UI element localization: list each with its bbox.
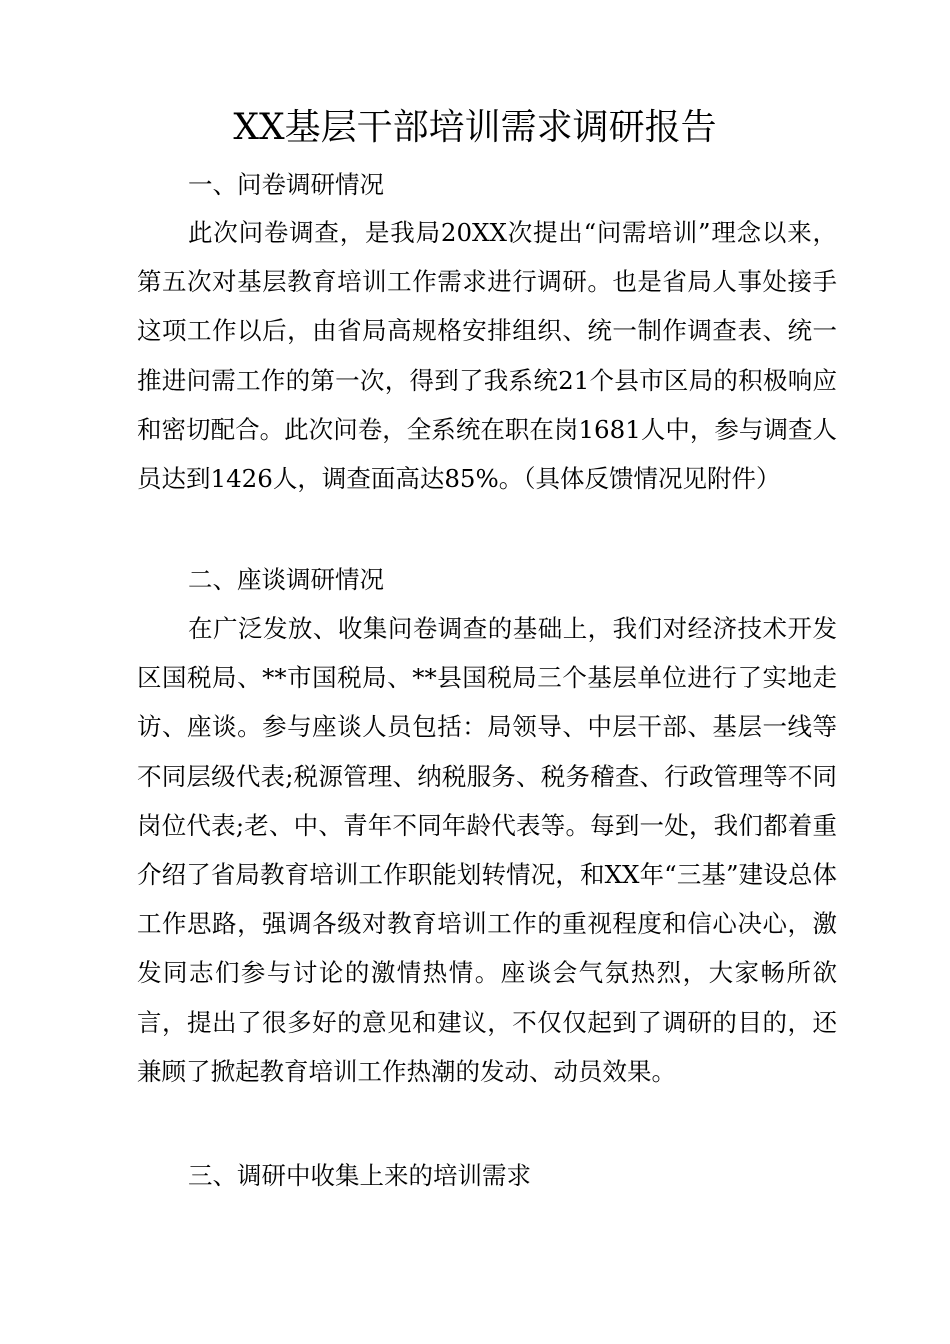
section-paragraph-2: 在广泛发放、收集问卷调查的基础上，我们对经济技术开发区国税局、**市国税局、**县国税局三个基层单位进行了实地走访、座谈。参与座谈人员包括：局领导、中层干部、基层一线等不同层级代表;税源管理、纳税服务、税务稽查、行政管理等不同岗位代表;老、中、青年不同年龄代表等。每到一处，我们都着重介绍了省局教育培训工作职能划转情况，和XX年“三基”建设总体工作思路，强调各级对教育培训工作的重视程度和信心决心，激发同志们参与讨论的激情热情。座谈会气氛热烈，大家畅所欲言，提出了很多好的意见和建议，不仅仅起到了调研的目的，还兼顾了掀起教育培训工作热潮的发动、动员效果。 [137, 614, 837, 1086]
document-title: XX基层干部培训需求调研报告 [233, 107, 717, 148]
section-heading-3: 三、调研中收集上来的培训需求 [188, 1161, 531, 1190]
section-paragraph-1: 此次问卷调查，是我局20XX次提出“问需培训”理念以来，第五次对基层教育培训工作需求进行调研。也是省局人事处接手这项工作以后，由省局高规格安排组织、统一制作调查表、统一推进问需工作的第一次，得到了我系统21个县市区局的积极响应和密切配合。此次问卷，全系统在职在岗1681人中，参与调查人员达到1426人，调查面高达85%。（具体反馈情况见附件） [137, 218, 837, 494]
section-heading-2: 二、座谈调研情况 [188, 565, 384, 594]
section-heading-1: 一、问卷调研情况 [188, 170, 384, 199]
